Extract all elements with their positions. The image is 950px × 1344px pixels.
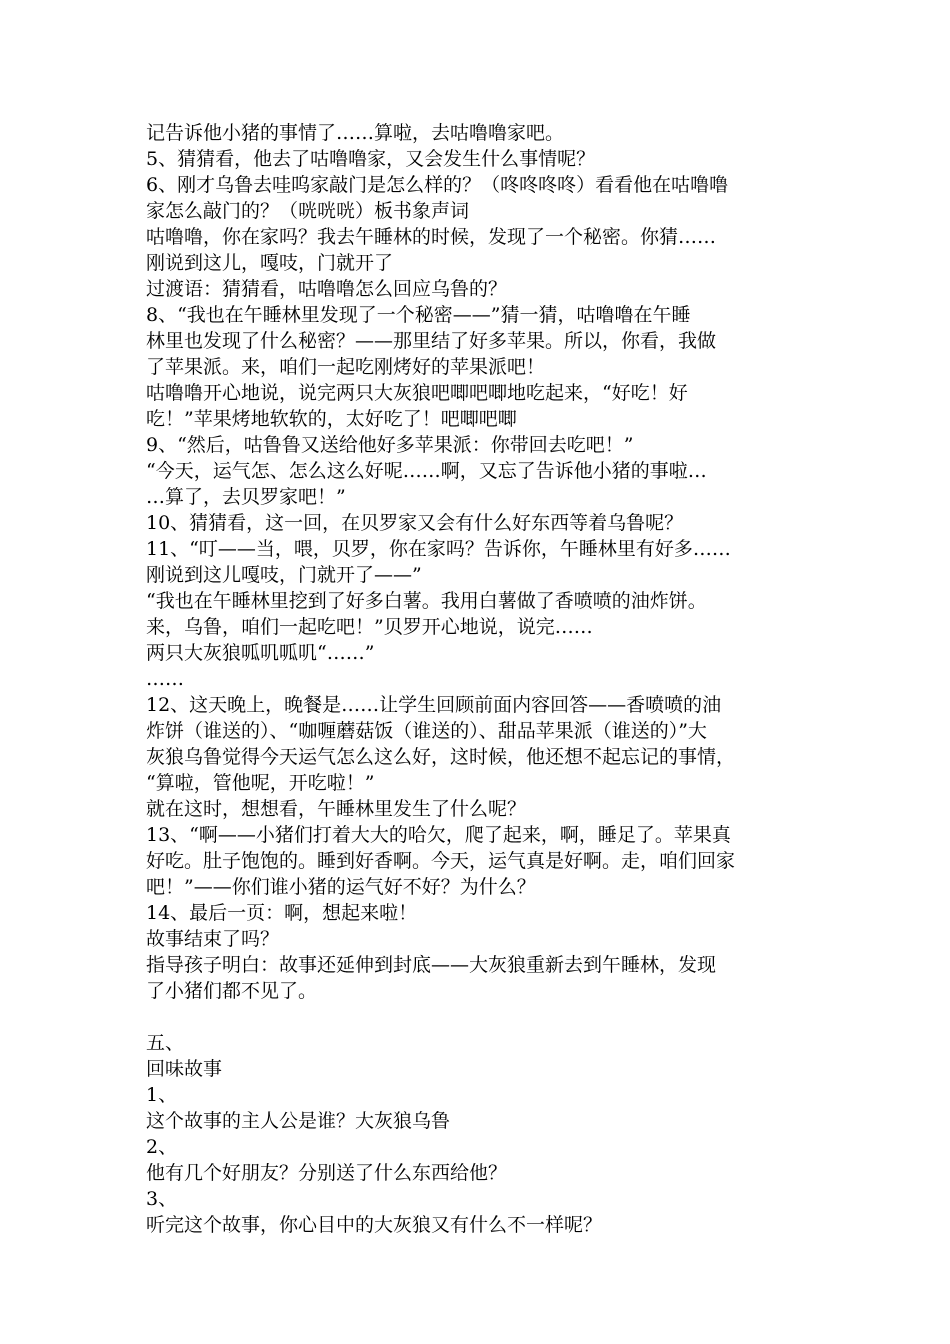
text-line: 故事结束了吗？ [146, 928, 280, 950]
text-line: 刚说到这儿嘎吱，门就开了——” [146, 564, 422, 586]
text-line: 了苹果派。来，咱们一起吃刚烤好的苹果派吧！ [146, 356, 546, 378]
text-line: 14、最后一页：啊，想起来啦！ [146, 902, 418, 924]
text-line: 来，乌鲁，咱们一起吃吧！”贝罗开心地说，说完…… [146, 616, 593, 638]
blank-line [146, 1004, 826, 1030]
text-line: 咕噜噜开心地说，说完两只大灰狼吧唧吧唧地吃起来，“好吃！好 [146, 382, 688, 404]
text-line: 8、“我也在午睡林里发现了一个秘密——”猜一猜，咕噜噜在午睡 [146, 304, 691, 326]
text-line: 3、 [146, 1188, 178, 1210]
text-line: 吧！”——你们谁小猪的运气好不好？为什么？ [146, 876, 536, 898]
text-line: 指导孩子明白：故事还延伸到封底——大灰狼重新去到午睡林，发现 [146, 954, 717, 976]
text-line: 了小猪们都不见了。 [146, 980, 318, 1002]
text-line: 12、这天晚上，晚餐是……让学生回顾前面内容回答——香喷喷的油 [146, 694, 722, 716]
text-line: 林里也发现了什么秘密？——那里结了好多苹果。所以，你看，我做 [146, 330, 717, 352]
text-line: 这个故事的主人公是谁？大灰狼乌鲁 [146, 1110, 451, 1132]
text-line: 咕噜噜，你在家吗？我去午睡林的时候，发现了一个秘密。你猜…… [146, 226, 717, 248]
text-line: 回味故事 [146, 1058, 223, 1080]
text-line: 就在这时，想想看，午睡林里发生了什么呢？ [146, 798, 527, 820]
text-line: 1、 [146, 1084, 178, 1106]
text-line: 11、“叮——当，喂，贝罗，你在家吗？告诉你，午睡林里有好多…… [146, 538, 731, 560]
text-line: 5、猜猜看，他去了咕噜噜家，又会发生什么事情呢？ [146, 148, 596, 170]
text-line: “我也在午睡林里挖到了好多白薯。我用白薯做了香喷喷的油炸饼。 [146, 590, 707, 612]
text-line: 刚说到这儿，嘎吱，门就开了 [146, 252, 394, 274]
text-line: …… [146, 668, 184, 690]
text-line: 听完这个故事，你心目中的大灰狼又有什么不一样呢？ [146, 1214, 603, 1236]
text-line: …算了，去贝罗家吧！” [146, 486, 346, 508]
text-line: “算啦，管他呢，开吃啦！” [146, 772, 375, 794]
text-line: 灰狼乌鲁觉得今天运气怎么这么好，这时候，他还想不起忘记的事情， [146, 746, 736, 768]
text-line: 2、 [146, 1136, 178, 1158]
text-line: 两只大灰狼呱叽呱叽“……” [146, 642, 375, 664]
text-line: 他有几个好朋友？分别送了什么东西给他？ [146, 1162, 508, 1184]
text-line: 10、猜猜看，这一回，在贝罗家又会有什么好东西等着乌鲁呢？ [146, 512, 684, 534]
text-line: 好吃。肚子饱饱的。睡到好香啊。今天，运气真是好啊。走，咱们回家 [146, 850, 736, 872]
text-line: “今天，运气怎、怎么这么好呢……啊，又忘了告诉他小猪的事啦… [146, 460, 707, 482]
document-body [146, 120, 826, 1238]
text-line: 家怎么敲门的？（咣咣咣）板书象声词 [146, 200, 470, 222]
text-line: 9、“然后，咕鲁鲁又送给他好多苹果派：你带回去吃吧！” [146, 434, 634, 456]
text-line: 五、 [146, 1032, 185, 1054]
text-line: 吃！”苹果烤地软软的，太好吃了！吧唧吧唧 [146, 408, 517, 430]
text-line: 记告诉他小猪的事情了……算啦，去咕噜噜家吧。 [146, 122, 565, 144]
text-line: 炸饼（谁送的）、“咖喱蘑菇饭（谁送的）、甜品苹果派（谁送的）”大 [146, 720, 707, 742]
text-line: 过渡语：猜猜看，咕噜噜怎么回应乌鲁的？ [146, 278, 508, 300]
text-line: 6、刚才乌鲁去哇呜家敲门是怎么样的？（咚咚咚咚）看看他在咕噜噜 [146, 174, 729, 196]
text-line: 13、“啊——小猪们打着大大的哈欠，爬了起来，啊，睡足了。苹果真 [146, 824, 731, 846]
